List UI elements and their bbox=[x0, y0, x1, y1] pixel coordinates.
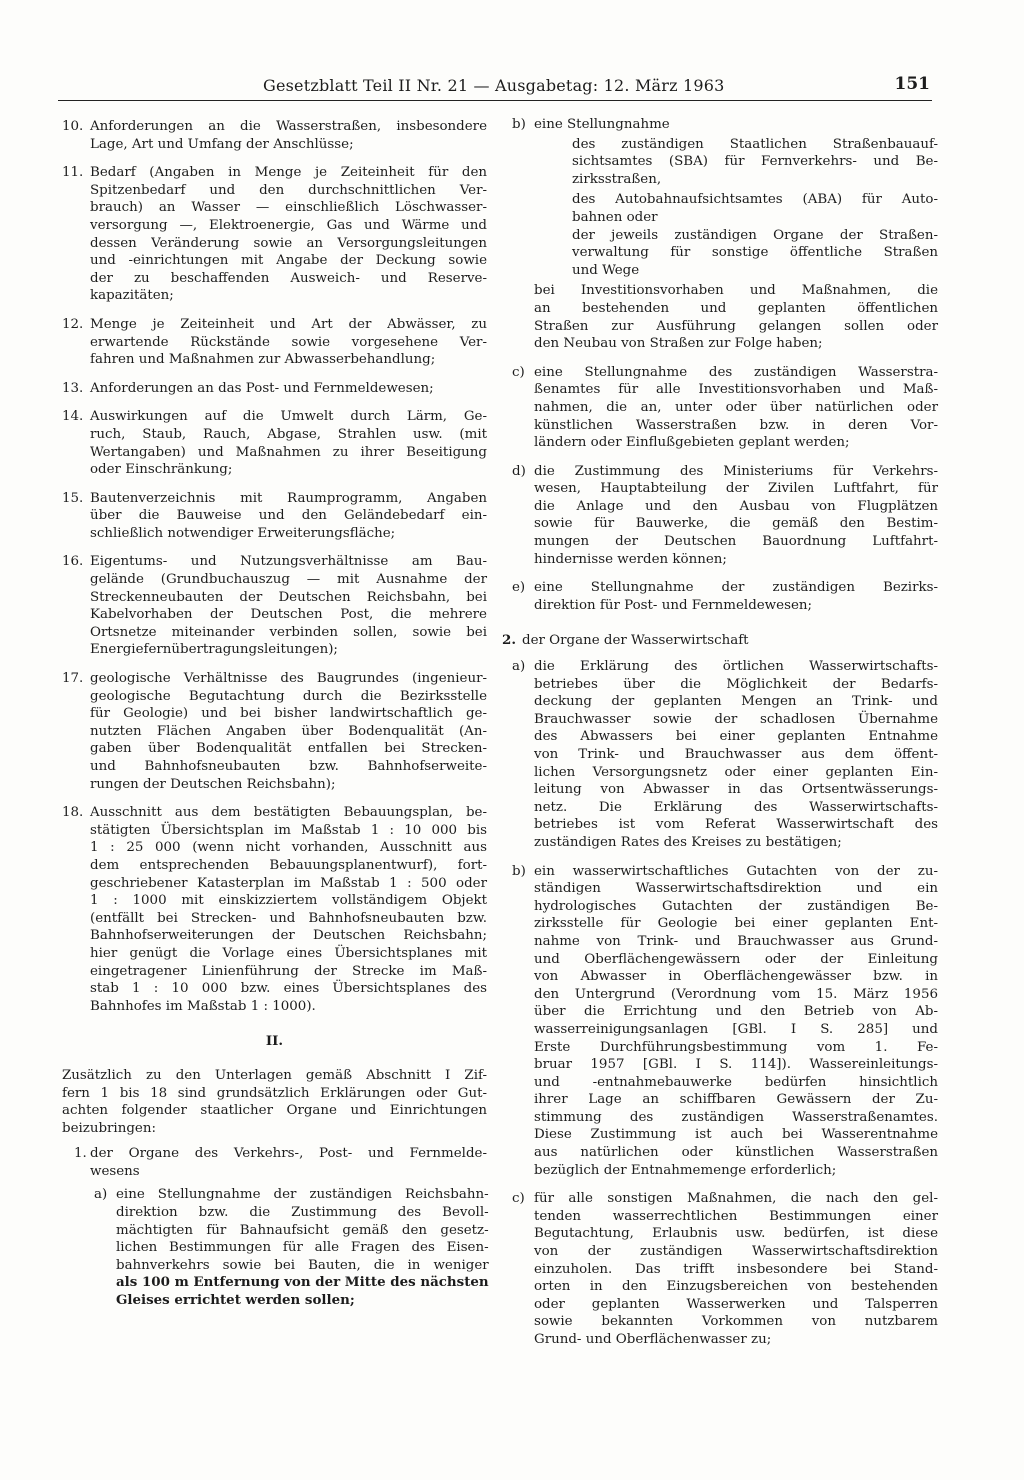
text-line: als 100 m Entfernung von der Mitte des nächsten bbox=[116, 1274, 489, 1291]
text-line: achten folgender staatlicher Organe und Einrichtungen bbox=[62, 1103, 487, 1119]
text-line: deckung der geplanten Mengen an Trink- und bbox=[534, 694, 938, 710]
list-text bbox=[90, 804, 487, 1015]
text-line: Diese Zustimmung ist auch bei Wasserentnahme bbox=[534, 1127, 938, 1143]
text-line: hydrologisches Gutachten der zuständigen Be- bbox=[534, 898, 938, 914]
text-line: eingetragener Linienführung der Strecke im Maß- bbox=[90, 963, 487, 979]
text-line: über die Errichtung und den Betrieb von Ab- bbox=[534, 1004, 938, 1020]
sub-list-text bbox=[534, 364, 938, 452]
text-line: bezüglich der Entnahmemenge erforderlich; bbox=[534, 1162, 837, 1178]
text-line: eine Stellungnahme des zuständigen Wasserstra- bbox=[534, 364, 938, 380]
list-number: 13. bbox=[62, 380, 84, 396]
text-line: Grund- und Oberflächenwasser zu; bbox=[534, 1332, 772, 1347]
text-line: fern 1 bis 18 sind grundsätzlich Erklärungen oder Gut- bbox=[62, 1085, 487, 1101]
list-text bbox=[90, 670, 487, 793]
numbered-list bbox=[62, 118, 487, 1015]
list-number: 12. bbox=[62, 316, 84, 332]
text-line: dessen Veränderung sowie an Versorgungsleitungen bbox=[90, 235, 487, 251]
text-line: hier genügt die Vorlage eines Übersichtsplanes mit bbox=[90, 945, 487, 961]
text-line: des Abwassers bei einer geplanten Entnahme bbox=[534, 729, 938, 745]
page-header bbox=[58, 68, 932, 101]
sub-list-item bbox=[512, 1190, 938, 1348]
text-line: dem entsprechenden Bebauungsplanentwurf), fort- bbox=[90, 857, 487, 873]
text-line: 1 : 25 000 (wenn nicht vorhanden, Ausschnitt aus bbox=[90, 840, 487, 856]
text-line: Lage, Art und Umfang der Anschlüsse; bbox=[90, 136, 354, 152]
text-line: hindernisse werden können; bbox=[534, 551, 727, 567]
list-text bbox=[90, 316, 487, 369]
text-line: nahme von Trink- und Brauchwasser aus Grund- bbox=[534, 933, 938, 949]
text-line: ruch, Staub, Rauch, Abgase, Strahlen usw. (mit bbox=[90, 426, 487, 442]
text-line: die Anlage und den Ausbau von Flugplätzen bbox=[534, 498, 938, 514]
text-line: die Zustimmung des Ministeriums für Verkehrs- bbox=[534, 463, 938, 479]
text-line: kapazitäten; bbox=[90, 288, 174, 304]
text-line: ihrer Lage an schiffbaren Gewässern der Zu- bbox=[534, 1092, 938, 1108]
list-number: 11. bbox=[62, 165, 84, 181]
text-line: schließlich notwendiger Erweiterungsfläche; bbox=[90, 525, 396, 541]
sub-paragraph bbox=[512, 191, 938, 226]
text-line: Ausschnitt aus dem bestätigten Bebauungsplan, be- bbox=[90, 805, 487, 821]
text-line: aus natürlichen oder künstlichen Wasserstraßen bbox=[534, 1145, 938, 1161]
sub-list-text bbox=[116, 1186, 489, 1309]
text-line: fahren und Maßnahmen zur Abwasserbehandlung; bbox=[90, 352, 436, 368]
text-line: die Erklärung des örtlichen Wasserwirtschafts- bbox=[534, 659, 938, 675]
sub-paragraph bbox=[512, 136, 938, 189]
text-line: brauch) an Wasser — einschließlich Löschwasser- bbox=[90, 200, 487, 216]
text-line: den Neubau von Straßen zur Folge haben; bbox=[534, 336, 823, 352]
text-line: bruar 1957 [GBl. I S. 114]). Wassereinleitungs- bbox=[534, 1057, 938, 1073]
text-line: stimmung des zuständigen Wasserstraßenamtes. bbox=[534, 1109, 938, 1125]
sub-list-text bbox=[534, 579, 938, 614]
list-text: der Organe der Wasserwirtschaft bbox=[522, 633, 749, 649]
text-line: des zuständigen Staatlichen Straßenbauauf- bbox=[572, 136, 938, 152]
text-line: sichtsamtes (SBA) für Fernverkehrs- und Be- bbox=[572, 154, 938, 170]
sub-list-item bbox=[512, 579, 938, 614]
text-line: geschriebener Katasterplan im Maßstab 1 : 500 oder bbox=[90, 875, 487, 891]
text-line: wasserreinigungsanlagen [GBl. I S. 285] und bbox=[534, 1021, 938, 1037]
list-number: 18. bbox=[62, 805, 84, 821]
text-line: gelände (Grundbuchauszug — mit Ausnahme der bbox=[90, 572, 487, 588]
text-line: nutzten Flächen Angaben über Bodenqualität (An- bbox=[90, 723, 487, 739]
text-line: orten in den Einzugsbereichen von bestehenden bbox=[534, 1279, 938, 1295]
list-number: 16. bbox=[62, 554, 84, 570]
text-line: verwaltung für sonstige öffentliche Straßen bbox=[572, 245, 938, 261]
sub-list-text bbox=[534, 863, 938, 1180]
list-number: 14. bbox=[62, 409, 84, 425]
text-line: ßenamtes für alle Investitionsvorhaben und Maß- bbox=[534, 382, 938, 398]
text-line: Brauchwasser sowie der schadlosen Übernahme bbox=[534, 711, 938, 727]
text-line: bei Investitionsvorhaben und Maßnahmen, die bbox=[534, 283, 938, 299]
text-line: tenden wasserrechtlichen Bestimmungen einer bbox=[534, 1208, 938, 1224]
text-line: ländern oder Einflußgebieten geplant werden; bbox=[534, 435, 850, 451]
text-line: von Trink- und Brauchwasser aus dem öffent- bbox=[534, 747, 938, 762]
list-text bbox=[90, 490, 487, 543]
sub-list-item bbox=[512, 463, 938, 569]
sub-list-letter: d) bbox=[512, 463, 526, 479]
list-item bbox=[62, 553, 487, 659]
text-line: oder geplanten Wasserwerken und Talsperren bbox=[534, 1296, 938, 1312]
sub-list-letter: b) bbox=[512, 117, 526, 132]
sub-list-letter: c) bbox=[512, 1191, 525, 1207]
text-line: bahnverkehrs sowie bei Bauten, die in weniger bbox=[116, 1257, 489, 1273]
text-line: der zu beschaffenden Ausweich- und Reserve- bbox=[90, 270, 487, 286]
sub-list-letter: c) bbox=[512, 364, 525, 380]
text-line: betriebes ist vom Referat Wasserwirtschaft des bbox=[534, 817, 938, 833]
text-line: stätigten Übersichtsplan im Maßstab 1 : 10 000 bis bbox=[90, 822, 487, 838]
list-number: 17. bbox=[62, 671, 84, 687]
text-line: zuständigen Rates des Kreises zu bestätigen; bbox=[534, 834, 842, 850]
text-line: Kabelvorhaben der Deutschen Post, die mehrere bbox=[90, 607, 487, 623]
text-line: und Wege bbox=[572, 262, 640, 278]
text-line: rungen der Deutschen Reichsbahn); bbox=[90, 776, 336, 792]
text-line: eine Stellungnahme der zuständigen Bezirks- bbox=[534, 580, 938, 596]
list-number: 15. bbox=[62, 490, 84, 506]
text-line: zirksstraßen, bbox=[572, 171, 662, 187]
text-line: netz. Die Erklärung des Wasserwirtschafts- bbox=[534, 799, 938, 815]
text-line: geologische Verhältnisse des Baugrundes (ingenieur- bbox=[90, 671, 487, 687]
list-text bbox=[90, 164, 487, 305]
list-text bbox=[90, 408, 487, 478]
list-item bbox=[62, 804, 487, 1015]
text-line: geologische Begutachtung durch die Bezirksstelle bbox=[90, 688, 487, 704]
text-line: betriebes über die Möglichkeit der Bedarfs- bbox=[534, 676, 938, 692]
text-line: lichen Bestimmungen für alle Fragen des Eisen- bbox=[116, 1240, 489, 1256]
list-text bbox=[90, 380, 487, 398]
text-line: Bahnhofserweiterungen der Deutschen Reichsbahn; bbox=[90, 928, 487, 944]
text-line: gaben über Bodenqualität entfallen bei Strecken- bbox=[90, 741, 487, 757]
text-line: nahmen, die an, unter oder über natürlichen oder bbox=[534, 399, 938, 415]
text-line: zirksstelle für Geologie bei einer geplanten Ent- bbox=[534, 916, 938, 932]
sub-list-item bbox=[512, 863, 938, 1180]
text-line: und Oberflächengewässern oder der Einleitung bbox=[534, 951, 938, 967]
sub-list-text: eine Stellungnahme bbox=[534, 117, 670, 132]
text-line: leitung von Abwasser in das Ortsentwässerungs- bbox=[534, 782, 938, 798]
text-line: an bestehenden und geplanten öffentlichen bbox=[534, 300, 938, 316]
text-line: Bahnhofes im Maßstab 1 : 1000). bbox=[90, 998, 316, 1014]
list-number: 10. bbox=[62, 119, 84, 134]
text-line: von der zuständigen Wasserwirtschaftsdirektion bbox=[534, 1244, 938, 1260]
section-heading: II. bbox=[265, 1033, 284, 1050]
text-line: von Abwasser in Oberflächengewässer bzw. in bbox=[534, 969, 938, 985]
list-item bbox=[62, 164, 487, 305]
text-line: erwartende Rückstände sowie vorgesehene Ver- bbox=[90, 334, 487, 350]
sub-list-letter: e) bbox=[512, 580, 526, 596]
list-item bbox=[62, 316, 487, 369]
text-line: Eigentums- und Nutzungsverhältnisse am Bau- bbox=[90, 554, 487, 570]
sub-list-text bbox=[534, 463, 938, 569]
text-line: Streckenneubauten der Deutschen Reichsbahn, bei bbox=[90, 589, 487, 605]
text-line: ständigen Wasserwirtschaftsdirektion und ein bbox=[534, 881, 938, 897]
list-item bbox=[502, 632, 938, 650]
text-line: für alle sonstigen Maßnahmen, die nach den gel- bbox=[534, 1191, 938, 1207]
text-line: bahnen oder bbox=[572, 209, 658, 225]
text-line: mungen der Deutschen Bauordnung Luftfahrt- bbox=[534, 534, 938, 550]
text-line: und -einrichtungen mit Angabe der Deckung sowie bbox=[90, 253, 487, 269]
text-line: der jeweils zuständigen Organe der Straßen- bbox=[572, 227, 938, 243]
sub-list-text bbox=[534, 658, 938, 852]
sub-list-letter: b) bbox=[512, 863, 526, 879]
sub-list-letter: a) bbox=[512, 659, 526, 675]
text-line: des Autobahnaufsichtsamtes (ABA) für Auto- bbox=[572, 192, 938, 208]
sub-list-letter: a) bbox=[94, 1187, 108, 1203]
text-line: stab 1 : 10 000 bzw. eines Übersichtsplanes des bbox=[90, 981, 487, 997]
text-line: den Untergrund (Verordnung vom 15. März 1956 bbox=[534, 986, 938, 1002]
text-line: Bautenverzeichnis mit Raumprogramm, Angaben bbox=[90, 490, 487, 506]
text-line: wesen, Hauptabteilung der Zivilen Luftfahrt, für bbox=[534, 481, 938, 497]
text-line: sowie bekannten Vorkommen von nutzbarem bbox=[534, 1314, 938, 1330]
left-column bbox=[62, 118, 487, 1321]
text-line: und -entnahmebauwerke bedürfen hinsichtlich bbox=[534, 1074, 938, 1090]
list-item bbox=[62, 408, 487, 478]
text-line: über die Bauweise und den Geländebedarf ein- bbox=[90, 508, 487, 524]
sub-list-item bbox=[512, 116, 938, 134]
text-line: einzuholen. Das trifft insbesondere bei Stand- bbox=[534, 1261, 938, 1277]
text-line: Auswirkungen auf die Umwelt durch Lärm, Ge- bbox=[90, 409, 487, 425]
sub-list-text bbox=[534, 1190, 938, 1348]
header-title: Gesetzblatt Teil II Nr. 21 — Ausgabetag: 12. März 1963 bbox=[263, 76, 725, 95]
text-line: der Organe des Verkehrs-, Post- und Fernmelde- bbox=[90, 1146, 487, 1162]
text-line: Energiefernübertragungsleitungen); bbox=[90, 642, 338, 658]
page-number: 151 bbox=[894, 74, 930, 94]
text-line: ein wasserwirtschaftliches Gutachten von der zu- bbox=[534, 863, 938, 879]
list-text bbox=[90, 118, 487, 153]
text-line: Zusätzlich zu den Unterlagen gemäß Abschnitt I Zif- bbox=[62, 1067, 487, 1083]
text-line: (entfällt bei Strecken- und Bahnhofsneubauten bzw. bbox=[90, 910, 487, 926]
text-line: Bedarf (Angaben in Menge je Zeiteinheit für den bbox=[90, 165, 487, 181]
text-line: Wertangaben) und Maßnahmen zu ihrer Beseitigung bbox=[90, 444, 487, 460]
sub-list-item bbox=[62, 1186, 487, 1309]
text-line: lichen Versorgungsnetz oder einer geplanten Ein- bbox=[534, 764, 938, 780]
text-line: Straßen zur Ausführung gelangen sollen oder bbox=[534, 318, 938, 334]
list-text bbox=[90, 553, 487, 659]
sub-list-item bbox=[512, 364, 938, 452]
text-line: mächtigten für Bahnaufsicht gemäß den gesetz- bbox=[116, 1222, 489, 1238]
list-item bbox=[62, 380, 487, 398]
text-line: beizubringen: bbox=[62, 1120, 156, 1136]
text-line: Gleises errichtet werden sollen; bbox=[116, 1292, 355, 1309]
text-line: eine Stellungnahme der zuständigen Reichsbahn- bbox=[116, 1187, 489, 1203]
list-item bbox=[62, 670, 487, 793]
text-line: direktion für Post- und Fernmeldewesen; bbox=[534, 597, 813, 613]
text-line: für Geologie) und bei bisher landwirtschaftlich ge- bbox=[90, 706, 487, 722]
text-line: Spitzenbedarf und den durchschnittlichen Ver- bbox=[90, 182, 487, 198]
text-line: 1 : 1000 mit einskizziertem vollständigem Objekt bbox=[90, 893, 487, 909]
text-line: Ortsnetze miteinander verbinden sollen, sowie bei bbox=[90, 624, 487, 640]
sub-paragraph bbox=[512, 282, 938, 352]
text-line: Anforderungen an die Wasserstraßen, insbesondere bbox=[90, 119, 487, 134]
section-intro bbox=[62, 1067, 487, 1137]
text-line: wesens bbox=[90, 1163, 140, 1179]
list-number: 2. bbox=[502, 632, 516, 649]
text-line: oder Einschränkung; bbox=[90, 462, 233, 478]
right-column bbox=[502, 116, 938, 1360]
list-text bbox=[90, 1145, 487, 1180]
list-number: 1. bbox=[74, 1146, 87, 1162]
list-item bbox=[62, 1145, 487, 1180]
text-line: Erste Durchführungsbestimmung vom 1. Fe- bbox=[534, 1039, 938, 1055]
text-line: Menge je Zeiteinheit und Art der Abwässer, zu bbox=[90, 316, 487, 332]
sub-list-item bbox=[512, 658, 938, 852]
list-item bbox=[62, 118, 487, 153]
text-line: versorgung —, Elektroenergie, Gas und Wärme und bbox=[90, 217, 487, 233]
text-line: und Bahnhofsneubauten bzw. Bahnhofserweite- bbox=[90, 759, 487, 774]
sub-paragraph bbox=[512, 227, 938, 280]
text-line: künstlichen Wasserstraßen bzw. in deren Vor- bbox=[534, 417, 938, 433]
text-line: direktion bzw. die Zustimmung des Bevoll- bbox=[116, 1205, 489, 1221]
text-line: sowie für Bauwerke, die gemäß den Bestim- bbox=[534, 516, 938, 532]
text-line: Anforderungen an das Post- und Fernmeldewesen; bbox=[90, 380, 434, 396]
text-line: Begutachtung, Erlaubnis usw. bedürfen, ist diese bbox=[534, 1226, 938, 1242]
list-item bbox=[62, 490, 487, 543]
